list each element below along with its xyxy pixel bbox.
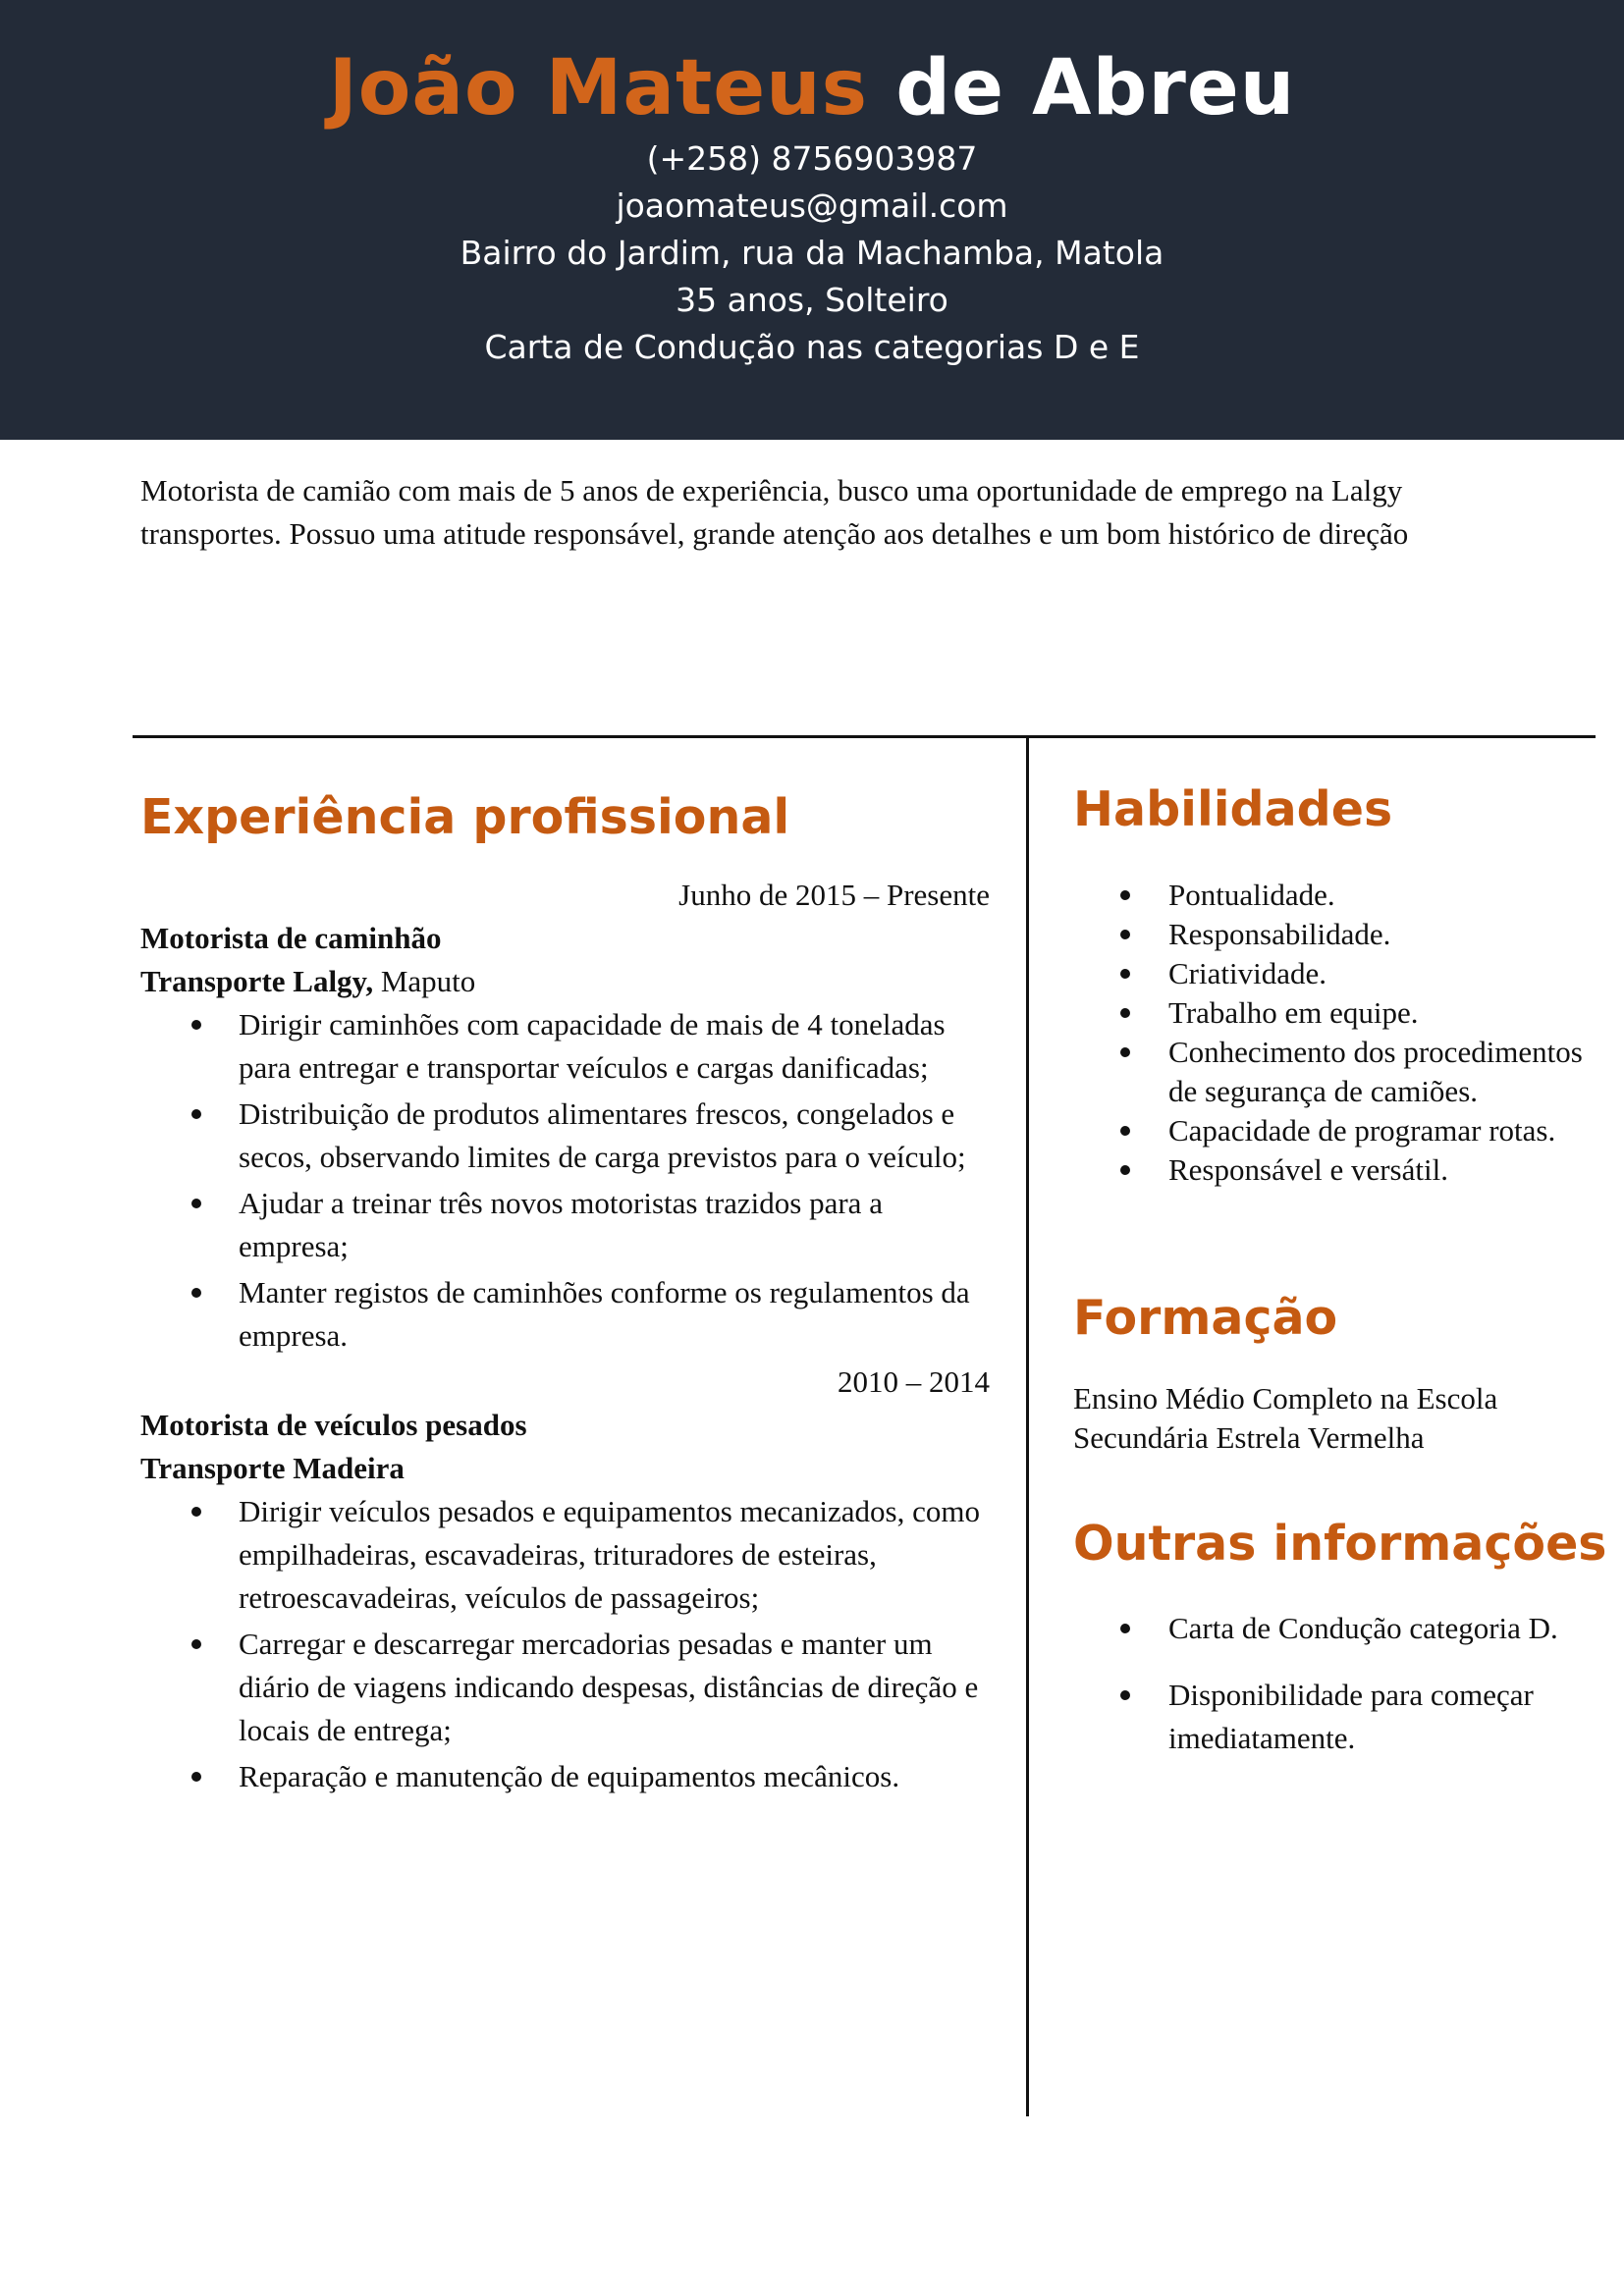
email-address: joaomateus@gmail.com bbox=[616, 187, 1008, 225]
job-title: Motorista de veículos pesados bbox=[140, 1408, 527, 1442]
other-info-heading: Outras informações bbox=[1073, 1516, 1607, 1572]
company-name: Transporte Lalgy, bbox=[140, 964, 374, 998]
job-duties bbox=[140, 1003, 990, 1358]
company-name: Transporte Madeira bbox=[140, 1451, 405, 1485]
skill-item: Responsabilidade. bbox=[1073, 915, 1603, 954]
name-last: de Abreu bbox=[895, 44, 1296, 133]
job-duties bbox=[140, 1490, 990, 1798]
contact-info bbox=[0, 135, 1624, 371]
driving-license: Carta de Condução nas categorias D e E bbox=[484, 328, 1140, 366]
job-company bbox=[140, 1447, 990, 1490]
job-entry bbox=[140, 1361, 990, 1798]
candidate-name bbox=[0, 41, 1624, 135]
other-info-list bbox=[1073, 1607, 1603, 1784]
other-info-item: Disponibilidade para começar imediatamente. bbox=[1073, 1674, 1603, 1760]
skill-item: Pontualidade. bbox=[1073, 876, 1603, 915]
job-title: Motorista de caminhão bbox=[140, 921, 442, 955]
age-status: 35 anos, Solteiro bbox=[676, 281, 948, 319]
vertical-divider bbox=[1026, 735, 1029, 2116]
skill-item: Capacidade de programar rotas. bbox=[1073, 1111, 1603, 1150]
duty-item: Reparação e manutenção de equipamentos mecânicos. bbox=[140, 1755, 990, 1798]
job-date: Junho de 2015 – Presente bbox=[678, 878, 990, 912]
name-first: João Mateus bbox=[328, 44, 869, 133]
duty-item: Dirigir caminhões com capacidade de mais de 4 toneladas para entregar e transportar veículos e cargas danificadas; bbox=[140, 1003, 990, 1090]
phone-number: (+258) 8756903987 bbox=[646, 139, 978, 178]
profile-summary: Motorista de camião com mais de 5 anos de experiência, busco uma oportunidade de emprego na Lalgy transportes. Possuo uma atitude responsável, grande atenção aos detalhes e um bom histórico de direção bbox=[140, 473, 1409, 551]
job-entry bbox=[140, 874, 990, 1358]
skill-item: Criatividade. bbox=[1073, 954, 1603, 993]
skill-item: Trabalho em equipe. bbox=[1073, 993, 1603, 1033]
education-heading: Formação bbox=[1073, 1290, 1338, 1346]
skills-list bbox=[1073, 876, 1603, 1190]
education-text: Ensino Médio Completo na Escola Secundária Estrela Vermelha bbox=[1073, 1381, 1498, 1455]
experience-heading: Experiência profissional bbox=[140, 789, 790, 845]
skill-item: Conhecimento dos procedimentos de segurança de camiões. bbox=[1073, 1033, 1603, 1111]
duty-item: Dirigir veículos pesados e equipamentos mecanizados, como empilhadeiras, escavadeiras, trituradores de esteiras, retroescavadeiras, veículos de passageiros; bbox=[140, 1490, 990, 1620]
home-address: Bairro do Jardim, rua da Machamba, Matola bbox=[460, 234, 1164, 272]
skills-heading: Habilidades bbox=[1073, 781, 1393, 837]
duty-item: Carregar e descarregar mercadorias pesadas e manter um diário de viagens indicando despesas, distâncias de direção e locais de entrega; bbox=[140, 1623, 990, 1752]
duty-item: Distribuição de produtos alimentares frescos, congelados e secos, observando limites de carga previstos para o veículo; bbox=[140, 1093, 990, 1179]
job-date: 2010 – 2014 bbox=[838, 1364, 990, 1399]
experience-list bbox=[140, 874, 990, 1801]
job-company bbox=[140, 960, 990, 1003]
duty-item: Ajudar a treinar três novos motoristas trazidos para a empresa; bbox=[140, 1182, 990, 1268]
horizontal-divider bbox=[133, 735, 1596, 738]
duty-item: Manter registos de caminhões conforme os regulamentos da empresa. bbox=[140, 1271, 990, 1358]
skill-item: Responsável e versátil. bbox=[1073, 1150, 1603, 1190]
other-info-item: Carta de Condução categoria D. bbox=[1073, 1607, 1603, 1650]
header-banner bbox=[0, 0, 1624, 440]
company-location: Maputo bbox=[373, 964, 476, 998]
